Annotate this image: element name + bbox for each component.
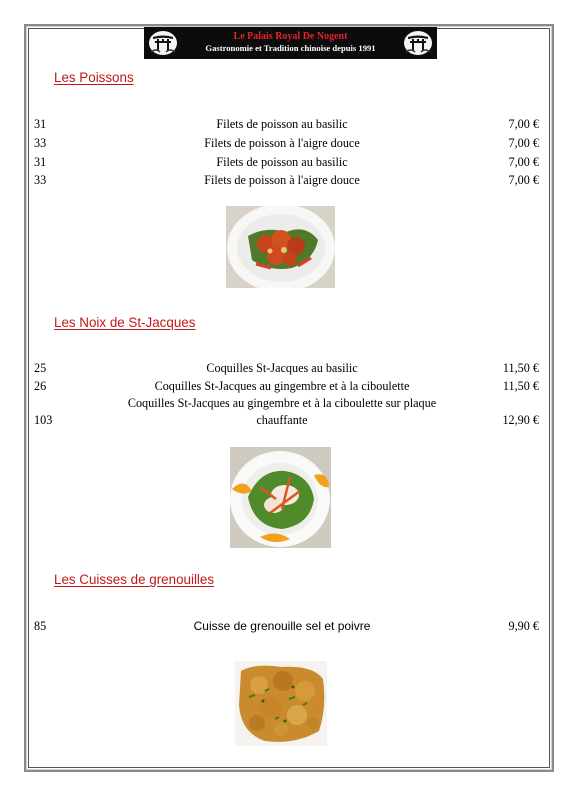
item-name: Filets de poisson au basilic [216,155,348,169]
item-number: 33 [34,173,47,187]
item-price: 9,90 € [508,619,539,633]
item-price: 11,50 € [502,379,539,393]
item-name: Coquilles St-Jacques au basilic [206,361,358,375]
item-number: 26 [34,379,47,393]
item-name: Coquilles St-Jacques au gingembre et à la ciboulette [154,379,410,393]
item-number: 31 [34,155,47,169]
scallop-dish-photo [230,447,331,548]
restaurant-name: Le Palais Royal De Nogent [233,31,348,42]
item-number: 33 [34,136,47,150]
item-price: 12,90 € [502,413,539,427]
item-price: 11,50 € [502,361,539,375]
item-number: 25 [34,361,47,375]
item-number: 31 [34,117,47,131]
section-title-st-jacques: Les Noix de St-Jacques [54,315,196,330]
fish-dish-photo [226,206,335,288]
item-price: 7,00 € [508,117,539,131]
item-name-continued: chauffante [256,413,308,427]
restaurant-banner [144,27,437,59]
restaurant-tagline: Gastronomie et Tradition chinoise depuis 1991 [205,43,376,53]
item-price: 7,00 € [508,173,539,187]
item-name: Filets de poisson au basilic [216,117,348,131]
item-name: Coquilles St-Jacques au gingembre et à la ciboulette sur plaque [127,396,437,410]
item-number: 103 [34,413,53,427]
torii-gate-icon [403,30,433,56]
item-price: 7,00 € [508,136,539,150]
item-name: Filets de poisson à l'aigre douce [204,173,360,187]
section-title-poissons: Les Poissons [54,70,134,85]
item-name: Cuisse de grenouille sel et poivre [193,619,371,633]
section-title-grenouilles: Les Cuisses de grenouilles [54,572,215,587]
item-name: Filets de poisson à l'aigre douce [204,136,360,150]
frog-legs-dish-photo [235,661,327,746]
item-price: 7,00 € [508,155,539,169]
item-number: 85 [34,619,47,633]
torii-gate-icon [148,30,178,56]
